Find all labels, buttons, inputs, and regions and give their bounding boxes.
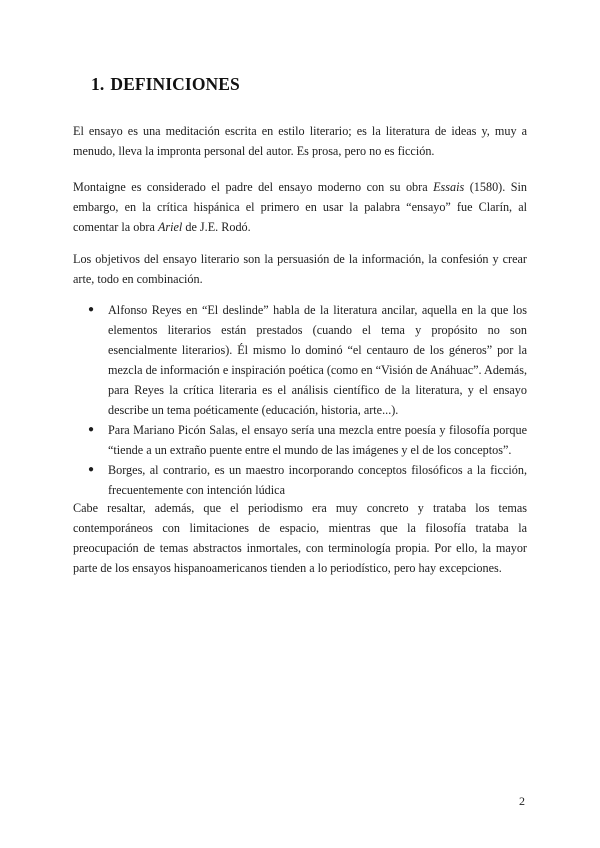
bullet-icon: ● xyxy=(88,464,95,475)
bullet-icon: ● xyxy=(88,424,95,435)
ariel-title: Ariel xyxy=(157,220,183,234)
paragraph-definition: El ensayo es una meditación escrita en estilo literario; es la literatura de ideas y, muy a menudo, lleva la impronta personal del autor. Es prosa, pero no es ficción. xyxy=(73,124,527,158)
section-title: DEFINICIONES xyxy=(110,74,240,94)
paragraph-objectives: Los objetivos del ensayo literario son la persuasión de la información, la confesión y crear arte, todo en combinación. xyxy=(73,252,527,286)
list-item xyxy=(73,420,527,460)
list-item-text: Para Mariano Picón Salas, el ensayo sería una mezcla entre poesía y filosofía porque “tiende a un extraño puente entre el mundo de las imágenes y el de los conceptos”. xyxy=(108,423,527,457)
essais-title: Essais xyxy=(433,180,465,194)
bullet-list xyxy=(73,300,527,500)
p2-text-1: Montaigne es considerado el padre del ensayo moderno con su obra xyxy=(73,180,434,194)
paragraph-journalism: Cabe resaltar, además, que el periodismo era muy concreto y trataba los temas contemporáneos con limitaciones de espacio, mientras que la filosofía trataba la preocupación de temas abstractos inmortales, con terminología propia. Por ello, la mayor parte de los ensayos hispanoamericanos tienden a lo periodístico, pero hay excepciones. xyxy=(73,501,527,575)
bullet-icon: ● xyxy=(88,304,95,315)
list-item-text: Alfonso Reyes en “El deslinde” habla de la literatura ancilar, aquella en la que los elementos literarios están prestados (cuando el tema y propósito no son esencialmente literarios). Él mismo lo dominó “el centauro de los géneros” por la mezcla de información e inspiración poética (como en “Visión de Anáhuac”. Además, para Reyes la crítica literaria es el análisis científico de la literatura, y el ensayo describe un tema poéticamente (educación, historia, arte...). xyxy=(108,303,527,417)
section-number: 1. xyxy=(91,74,105,94)
list-item xyxy=(73,300,527,420)
page-number: 2 xyxy=(519,794,525,808)
paragraph-montaigne xyxy=(73,177,527,237)
list-item xyxy=(73,460,527,500)
section-heading xyxy=(91,74,240,95)
list-item-text: Borges, al contrario, es un maestro incorporando conceptos filosóficos a la ficción, frecuentemente con intención lúdica xyxy=(108,463,527,497)
p2-text-2: (1580). Sin embargo, en la crítica hispánica el primero en usar la palabra “ensayo” fue Clarín, al comentar la obra xyxy=(73,180,528,234)
p2-text-3: de J.E. Rodó. xyxy=(182,220,251,234)
